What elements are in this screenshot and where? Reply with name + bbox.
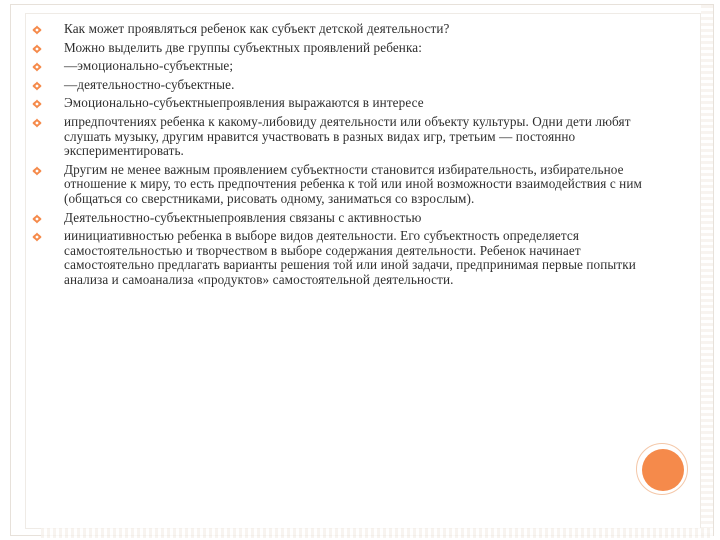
bullet-list <box>32 22 672 288</box>
orange-fleuron-icon <box>32 44 42 54</box>
list-item-text: Деятельностно-субъектныепроявления связаны с активностью <box>64 209 422 225</box>
list-item-text: —эмоционально-субъектные; <box>64 58 234 74</box>
list-item <box>32 59 672 74</box>
orange-fleuron-icon <box>32 99 42 109</box>
orange-fleuron-icon <box>32 166 42 176</box>
list-item <box>32 41 672 56</box>
decorative-orange-circle <box>642 449 684 491</box>
list-item <box>32 78 672 93</box>
decorative-stripe-right <box>701 5 713 535</box>
list-item <box>32 115 672 159</box>
list-item <box>32 96 672 111</box>
orange-fleuron-icon <box>32 62 42 72</box>
list-item <box>32 22 672 37</box>
orange-fleuron-icon <box>32 232 42 242</box>
orange-fleuron-icon <box>32 81 42 91</box>
list-item-text: Можно выделить две группы субъектных проявлений ребенка: <box>64 39 422 55</box>
list-item-text: иинициативностью ребенка в выборе видов деятельности. Его субъектность определяется самостоятельностью и творчеством в выборе содержания деятельности. Ребенок начинает самостоятельно предлагать варианты решения той или иной задачи, предпринимая первые попытки анализа и самоанализа «продуктов» самостоятельной деятельности. <box>64 228 636 287</box>
list-item <box>32 211 672 226</box>
list-item-text: ипредпочтениях ребенка к какому-либовиду деятельности или объекту культуры. Одни дети любят слушать музыку, другим нравится участвовать в разных видах игр, третьим — постоянно экспериментировать. <box>64 113 631 159</box>
list-item <box>32 229 672 287</box>
list-item-text: Как может проявляться ребенок как субъект детской деятельности? <box>64 21 450 36</box>
orange-fleuron-icon <box>32 214 42 224</box>
list-item-text: Другим не менее важным проявлением субъектности становится избирательность, избирательное отношение к миру, то есть предпочтения ребенка к той или иной возможности взаимодействия с ним (общаться со сверстниками, рисовать одному, заниматься со взрослым). <box>64 161 642 206</box>
orange-fleuron-icon <box>32 118 42 128</box>
list-item <box>32 163 672 207</box>
list-item-text: —деятельностно-субъектные. <box>64 76 235 92</box>
orange-fleuron-icon <box>32 25 42 35</box>
decorative-stripe-bottom <box>41 528 713 538</box>
list-item-text: Эмоционально-субъектныепроявления выражаются в интересе <box>64 95 424 111</box>
